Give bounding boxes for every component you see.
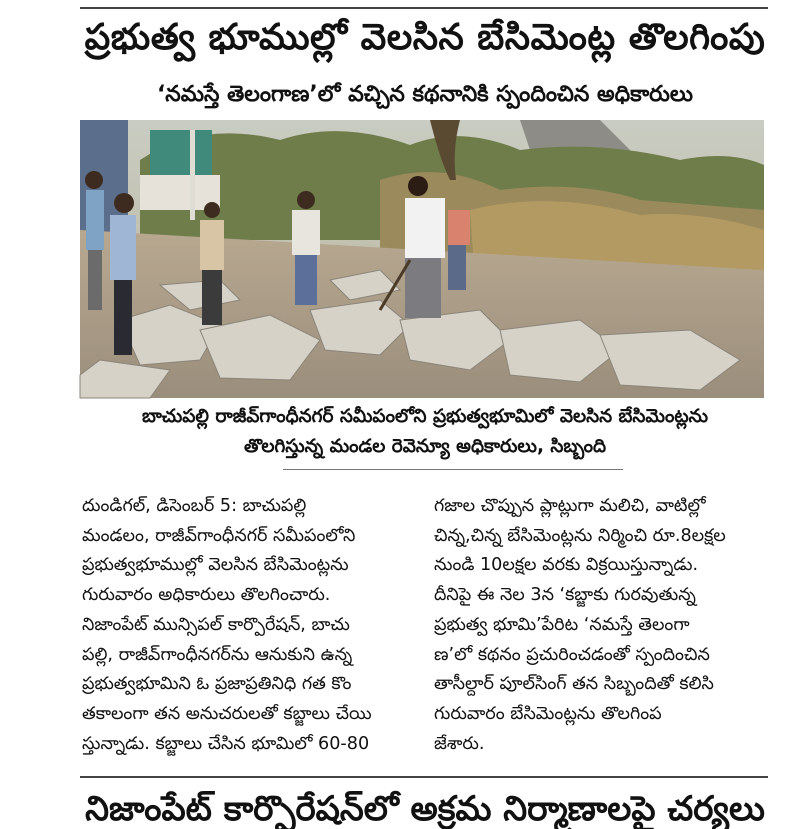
photo-caption <box>80 402 770 462</box>
top-rule <box>80 7 768 9</box>
caption-rule <box>283 469 623 470</box>
article-subheadline: ‘నమస్తే తెలంగాణ’లో వచ్చిన కథనానికి స్పందించిన అధికారులు <box>156 82 694 107</box>
article-headline: ప్రభుత్వ భూముల్లో వెలసిన బేసిమెంట్ల తొలగింపు <box>84 17 766 58</box>
next-article-headline <box>80 789 770 829</box>
article-body-left-column <box>82 492 424 764</box>
article-body-right-column <box>434 492 764 764</box>
bottom-rule <box>80 776 768 778</box>
article-body-right: గజాల చొప్పున ప్లాట్లుగా మలిచి, వాటిల్లో చిన్న,చిన్న బేసిమెంట్లను నిర్మించి రూ.8లక్షల నుండి 10లక్షల వరకు విక్రయిస్తున్నాడు. దీనిపై ఈ నెల 3న ‘కబ్జాకు గురవుతున్న ప్రభుత్వ భూమి’పేరిట ‘నమస్తే తెలంగా ణ’లో కథనం ప్రచురించడంతో స్పందించిన తాసీల్దార్ పూల్‌సింగ్ తన సిబ్బందితో కలిసి గురువారం బేసిమెంట్లను తొలగింప జేశారు. <box>434 496 726 754</box>
news-photo-illustration <box>80 120 764 398</box>
news-photo <box>80 120 764 398</box>
photo-caption-line1: బాచుపల్లి రాజీవ్‌గాంధీనగర్ సమీపంలోని ప్రభుత్వభూమిలో వెలసిన బేసిమెంట్లను <box>141 406 709 427</box>
next-article-headline-text: నిజాంపేట్ కార్పొరేషన్‌లో అక్రమ నిర్మాణాలపై చర్యలు <box>85 789 765 829</box>
photo-caption-line2: తొలగిస్తున్న మండల రెవెన్యూ అధికారులు, సిబ్బంది <box>243 436 607 457</box>
article-body-left: దుండిగల్, డిసెంబర్ 5: బాచుపల్లి మండలం, రాజీవ్‌గాంధీనగర్ సమీపంలోని ప్రభుత్వభూముల్లో వెలసిన బేసిమెంట్లను గురువారం అధికారులు తొలగించారు. నిజాంపేట్ మున్సిపల్ కార్పొరేషన్, బాచు పల్లి, రాజీవ్‌గాంధీనగర్‌ను ఆనుకుని ఉన్న ప్రభుత్వభూమిని ఓ ప్రజాప్రతినిధి గత కొం తకాలంగా తన అనుచరులతో కబ్జాలు చేయి స్తున్నాడు. కబ్జాలు చేసిన భూమిలో 60-80 <box>82 496 372 754</box>
